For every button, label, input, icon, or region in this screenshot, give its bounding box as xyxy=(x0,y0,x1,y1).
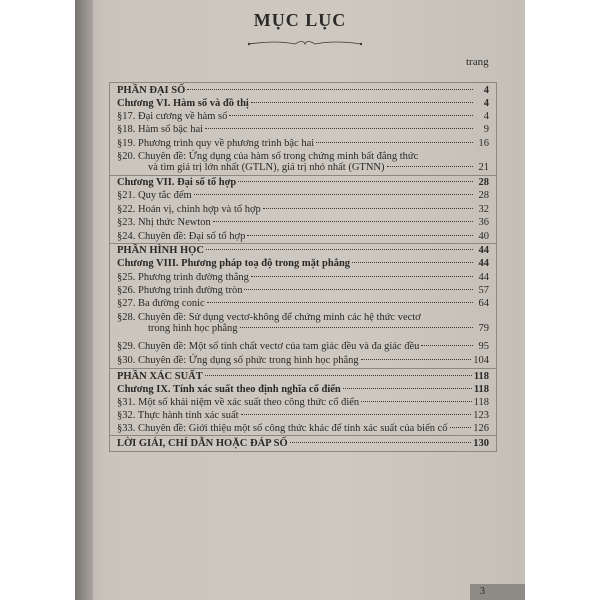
dot-leader xyxy=(247,235,473,236)
toc-entry-page: 130 xyxy=(473,438,489,449)
toc-entry[interactable] xyxy=(148,162,489,174)
dot-leader xyxy=(241,414,472,415)
toc-entry-label: PHẦN XÁC SUẤT xyxy=(117,371,203,382)
page-title: MỤC LỤC xyxy=(253,10,347,30)
ornament-divider-icon xyxy=(245,37,365,51)
toc-entry[interactable] xyxy=(117,285,489,297)
toc-entry-label: §24. Chuyên đề: Đại số tổ hợp xyxy=(117,231,246,242)
toc-entry[interactable] xyxy=(117,138,489,150)
toc-entry-label: §31. Một số khái niệm về xác suất theo công thức cổ điển xyxy=(117,397,360,408)
toc-entry-label: §22. Hoán vị, chỉnh hợp và tổ hợp xyxy=(117,204,261,215)
book-spine-shadow xyxy=(75,0,93,600)
dot-leader xyxy=(244,289,473,290)
toc-entry-label: §27. Ba đường conic xyxy=(117,298,205,309)
dot-leader xyxy=(238,181,473,182)
toc-entry-page: 118 xyxy=(473,384,489,395)
dot-leader xyxy=(205,128,473,129)
toc-entry-page: 36 xyxy=(478,217,489,228)
toc-entry-page: 118 xyxy=(473,371,489,382)
dot-leader xyxy=(205,375,472,376)
toc-entry[interactable] xyxy=(117,355,489,367)
toc-entry-page: 9 xyxy=(483,124,489,135)
toc-entry-page: 21 xyxy=(478,162,489,173)
toc-entry-page: 104 xyxy=(473,355,489,366)
toc-entry[interactable] xyxy=(117,438,489,450)
toc-entry-page: 28 xyxy=(478,190,489,201)
dot-leader xyxy=(361,359,472,360)
toc-entry-page: 44 xyxy=(478,272,489,283)
page-column-label: trang xyxy=(466,56,489,68)
toc-entry[interactable] xyxy=(117,98,489,110)
dot-leader xyxy=(387,166,474,167)
toc-entry-label: PHẦN ĐẠI SỐ xyxy=(117,85,186,96)
toc-entry-page: 57 xyxy=(478,285,489,296)
toc-entry[interactable] xyxy=(117,231,489,243)
dot-leader xyxy=(343,388,472,389)
toc-entry-label: §32. Thực hành tính xác suất xyxy=(117,410,239,421)
toc-entry-page: 40 xyxy=(478,231,489,242)
toc-entry-label: §23. Nhị thức Newton xyxy=(117,217,211,228)
dot-leader xyxy=(316,142,473,143)
toc-entry[interactable] xyxy=(117,190,489,202)
toc-entry-label: Chương VII. Đại số tổ hợp xyxy=(117,177,237,188)
toc-entry-page: 126 xyxy=(473,423,489,434)
dot-leader xyxy=(421,345,473,346)
dot-leader xyxy=(213,221,473,222)
toc-entry-label: PHẦN HÌNH HỌC xyxy=(117,245,204,256)
page-number: 3 xyxy=(470,584,525,600)
dot-leader xyxy=(240,327,473,328)
toc-entry-label: §19. Phương trình quy về phương trình bậc hai xyxy=(117,138,315,149)
toc-entry-label: và tìm giá trị lớn nhất (GTLN), giá trị nhỏ nhất (GTNN) xyxy=(148,162,385,173)
toc-entry[interactable] xyxy=(117,204,489,216)
dot-leader xyxy=(450,427,472,428)
toc-entry-label: Chương IX. Tính xác suất theo định nghĩa cổ điển xyxy=(117,384,341,395)
toc-entry-label: §29. Chuyên đề: Một số tính chất vectơ của tam giác đều và đa giác đều xyxy=(117,341,420,352)
toc-entry[interactable] xyxy=(117,371,489,383)
toc-entry-page: 44 xyxy=(478,258,489,269)
section-divider xyxy=(110,175,496,176)
toc-entry[interactable] xyxy=(117,397,489,409)
dot-leader xyxy=(251,276,473,277)
toc-entry[interactable] xyxy=(117,384,489,396)
toc-entry-label: §25. Phương trình đường thẳng xyxy=(117,272,249,283)
toc-entry[interactable] xyxy=(117,111,489,123)
toc-entry-page: 118 xyxy=(473,397,489,408)
toc-entry-page: 32 xyxy=(478,204,489,215)
toc-entry[interactable] xyxy=(117,423,489,435)
toc-entry-page: 79 xyxy=(478,323,489,334)
toc-entry-label: Chương VIII. Phương pháp toạ độ trong mặt phẳng xyxy=(117,258,351,269)
dot-leader xyxy=(229,115,473,116)
dot-leader xyxy=(263,208,473,209)
toc-entry[interactable] xyxy=(117,410,489,422)
toc-entry[interactable] xyxy=(117,258,489,270)
toc-entry-page: 4 xyxy=(483,85,489,96)
toc-entry[interactable] xyxy=(117,124,489,136)
toc-entry[interactable] xyxy=(117,272,489,284)
dot-leader xyxy=(206,249,473,250)
section-divider xyxy=(110,243,496,244)
toc-entry[interactable] xyxy=(117,298,489,310)
toc-entry-label: §17. Đại cương về hàm số xyxy=(117,111,228,122)
toc-entry-page: 44 xyxy=(478,245,489,256)
toc-entry-label: §30. Chuyên đề: Ứng dụng số phức trong hình học phẳng xyxy=(117,355,359,366)
toc-entry-line1: §20. Chuyên đề: Ứng dụng của hàm số trong chứng minh bất đẳng thức xyxy=(117,151,419,162)
section-divider xyxy=(110,435,496,436)
toc-entry-page: 4 xyxy=(483,111,489,122)
dot-leader xyxy=(251,102,473,103)
toc-entry-page: 28 xyxy=(478,177,489,188)
toc-entry-page: 4 xyxy=(483,98,489,109)
section-divider xyxy=(110,368,496,369)
toc-entry-page: 95 xyxy=(478,341,489,352)
toc-entry[interactable] xyxy=(117,245,489,257)
toc-entry-label: Chương VI. Hàm số và đồ thị xyxy=(117,98,249,109)
toc-entry[interactable] xyxy=(117,217,489,229)
dot-leader xyxy=(207,302,473,303)
toc-entry[interactable] xyxy=(117,341,489,353)
toc-entry[interactable] xyxy=(117,177,489,189)
toc-entry-line1: §28. Chuyên đề: Sử dụng vectơ-không để chứng minh các hệ thức vectơ xyxy=(117,312,421,323)
dot-leader xyxy=(187,89,473,90)
toc-entry[interactable] xyxy=(148,323,489,335)
toc-entry[interactable] xyxy=(117,85,489,97)
dot-leader xyxy=(290,442,472,443)
toc-entry-label: §26. Phương trình đường tròn xyxy=(117,285,243,296)
dot-leader xyxy=(361,401,471,402)
table-of-contents xyxy=(109,82,497,452)
toc-entry-label: §33. Chuyên đề: Giới thiệu một số công thức khác để tính xác suất của biến cố xyxy=(117,423,448,434)
dot-leader xyxy=(194,194,473,195)
toc-entry-label: trong hình học phẳng xyxy=(148,323,238,334)
toc-entry-page: 64 xyxy=(478,298,489,309)
toc-entry-label: §18. Hàm số bậc hai xyxy=(117,124,204,135)
toc-entry-label: §21. Quy tắc đếm xyxy=(117,190,192,201)
toc-entry-page: 16 xyxy=(478,138,489,149)
toc-entry-label: LỜI GIẢI, CHỈ DẪN HOẶC ĐÁP SỐ xyxy=(117,438,288,449)
toc-entry-page: 123 xyxy=(473,410,489,421)
dot-leader xyxy=(352,262,473,263)
